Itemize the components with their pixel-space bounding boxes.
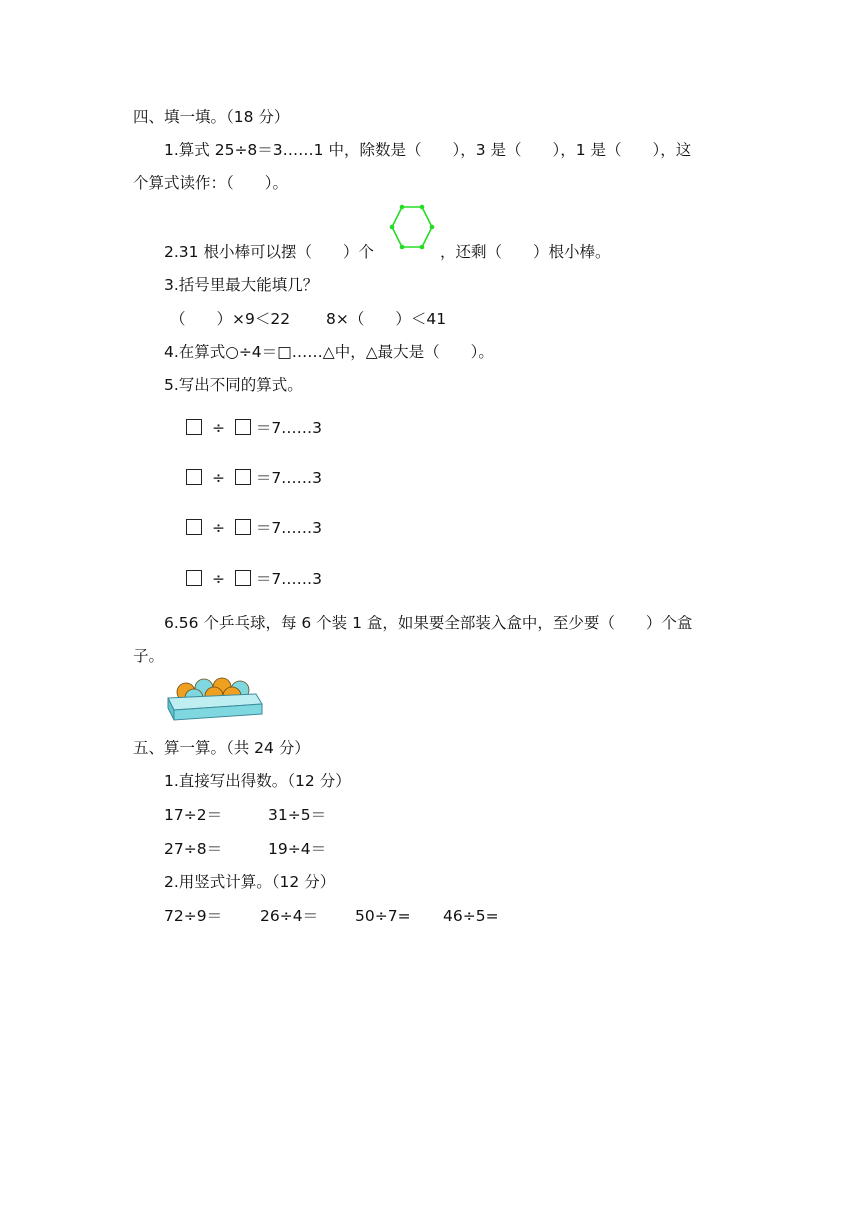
section4-title: 四、填一填。（18 分） [133, 108, 290, 126]
blank-box[interactable] [186, 519, 202, 535]
pingpong-box-icon [164, 676, 264, 724]
div-sign: ÷ [211, 469, 225, 487]
q5-equation-2 [186, 467, 322, 489]
q3-line: （ ）×9＜22 8×（ ）＜41 [170, 310, 447, 328]
q5-title: 5.写出不同的算式。 [164, 376, 303, 394]
q6-line1: 6.56 个乒乓球，每 6 个装 1 盒，如果要全部装入盒中，至少要（ ）个盒 [164, 614, 693, 632]
s5-q2-item-3: 50÷7= [355, 907, 411, 925]
div-sign: ÷ [211, 570, 225, 588]
section5-title: 五、算一算。（共 24 分） [133, 739, 310, 757]
s5-q2-item-4: 46÷5= [443, 907, 499, 925]
blank-box[interactable] [235, 519, 251, 535]
s5-q1-row2-b: 19÷4＝ [268, 840, 327, 858]
equation-rhs: ＝7……3 [255, 519, 323, 537]
s5-q2-item-1: 72÷9＝ [164, 907, 223, 925]
s5-q2-title: 2.用竖式计算。（12 分） [164, 873, 336, 891]
blank-box[interactable] [186, 469, 202, 485]
equation-rhs: ＝7……3 [255, 570, 323, 588]
blank-box[interactable] [235, 570, 251, 586]
q1-line2: 个算式读作：（ ）。 [133, 174, 289, 192]
s5-q1-title: 1.直接写出得数。（12 分） [164, 772, 351, 790]
div-sign: ÷ [211, 519, 225, 537]
q2-part2: ，还剩（ ）根小棒。 [440, 243, 611, 261]
q4: 4.在算式○÷4＝□……△中，△最大是（ ）。 [164, 343, 494, 361]
q6-line2: 子。 [133, 647, 165, 665]
q3-title: 3.括号里最大能填几？ [164, 276, 319, 294]
blank-box[interactable] [235, 419, 251, 435]
q1-line1: 1.算式 25÷8＝3……1 中，除数是（ ），3 是（ ），1 是（ ），这 [164, 141, 692, 159]
blank-box[interactable] [235, 469, 251, 485]
q5-equation-1 [186, 417, 322, 439]
q5-equation-3 [186, 517, 322, 539]
s5-q1-row1-b: 31÷5＝ [268, 806, 327, 824]
equation-rhs: ＝7……3 [255, 419, 323, 437]
q2-part1: 2.31 根小棒可以摆（ ）个 [164, 243, 374, 261]
div-sign: ÷ [211, 419, 225, 437]
s5-q1-row1-a: 17÷2＝ [164, 806, 223, 824]
blank-box[interactable] [186, 570, 202, 586]
equation-rhs: ＝7……3 [255, 469, 323, 487]
q5-equation-4 [186, 568, 322, 590]
blank-box[interactable] [186, 419, 202, 435]
s5-q1-row2-a: 27÷8＝ [164, 840, 223, 858]
s5-q2-item-2: 26÷4＝ [260, 907, 319, 925]
hexagon-icon [386, 201, 442, 257]
